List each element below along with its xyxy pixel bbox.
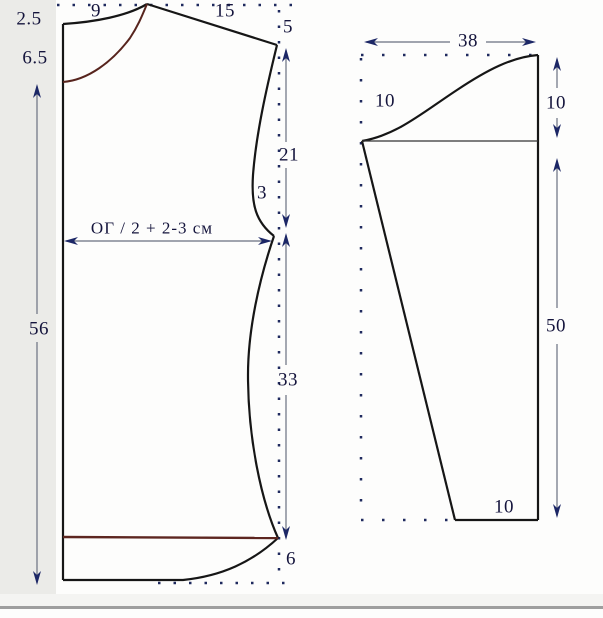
label-body-length: 56 [29, 318, 49, 340]
label-sleeve-width: 38 [458, 30, 478, 52]
bodice-back-neckline [63, 0, 147, 24]
bodice-side-seam [248, 236, 278, 538]
bodice-hem-curve [63, 538, 278, 580]
bodice-piece [33, 0, 297, 585]
label-hem-rise: 6 [286, 548, 296, 570]
label-armhole-depth: 21 [279, 144, 299, 166]
label-back-neck-rise: 2.5 [16, 8, 42, 30]
label-sleeve-length: 50 [546, 315, 566, 337]
label-sleeve-cuff-width: 10 [494, 496, 514, 518]
label-shoulder-drop: 5 [283, 16, 293, 38]
sleeve-width-arrow-38 [364, 38, 536, 46]
bodice-armhole-curve [253, 45, 277, 236]
label-shoulder-length: 15 [215, 0, 235, 22]
bodice-width-arrow [64, 237, 272, 245]
bodice-shoulder-seam [147, 0, 277, 45]
label-back-neck-width: 9 [91, 0, 101, 22]
label-sleeve-cap-height: 10 [375, 90, 395, 112]
label-sleeve-cap-height-right: 10 [546, 92, 566, 114]
bodice-armhole-arrow-21 [282, 48, 290, 228]
label-side-length: 33 [278, 369, 298, 391]
bodice-hem-line [63, 537, 278, 538]
sleeve-underarm-seam [362, 141, 455, 520]
label-underarm-offset: 3 [257, 182, 267, 204]
sleeve-length-arrow-50 [553, 158, 561, 518]
label-width-formula: ОГ / 2 + 2-3 см [90, 218, 214, 238]
label-front-neck-depth: 6.5 [22, 47, 48, 69]
bodice-front-neckline [63, 0, 147, 82]
